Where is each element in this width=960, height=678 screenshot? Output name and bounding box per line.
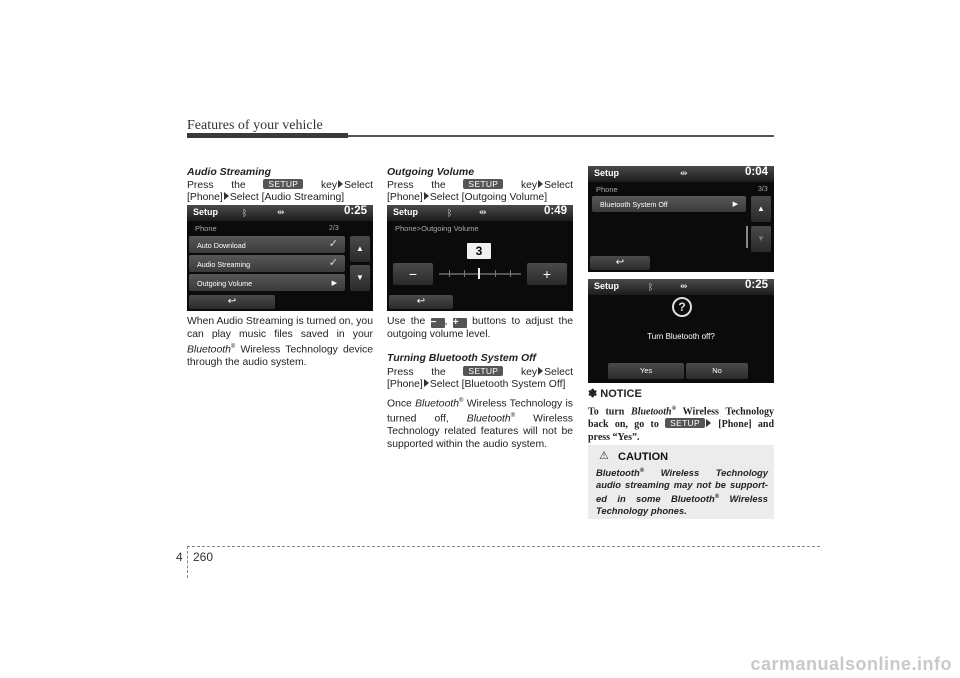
instr-text: key bbox=[520, 179, 538, 191]
setup-key-chip: SETUP bbox=[665, 418, 705, 428]
dialog-question: Turn Bluetooth off? bbox=[647, 332, 715, 341]
desc-line: Once Bluetooth® Wireless Technology is bbox=[387, 397, 574, 409]
instruction-line-2 bbox=[187, 192, 373, 205]
desc-text: Wireless bbox=[533, 413, 573, 425]
volume-slider-track[interactable] bbox=[439, 273, 521, 275]
instruction-line bbox=[387, 179, 573, 193]
instr-text: key bbox=[320, 179, 338, 191]
screen-clock: 0:49 bbox=[543, 205, 567, 217]
volume-slider-tick bbox=[464, 270, 465, 277]
screen-title: Setup bbox=[594, 168, 620, 178]
page-number: 260 bbox=[193, 550, 214, 564]
bluetooth-term: Bluetooth bbox=[415, 397, 460, 409]
column-audio-streaming bbox=[187, 166, 373, 205]
instr-text: Select [Bluetooth System Off] bbox=[429, 379, 566, 390]
back-button[interactable] bbox=[590, 256, 650, 270]
volume-value-box: 3 bbox=[467, 243, 491, 259]
up-arrow-icon[interactable]: ▲ bbox=[751, 196, 771, 222]
setup-key-chip: SETUP bbox=[463, 179, 503, 189]
instr-text: Press the bbox=[187, 179, 246, 191]
menu-row-label: Auto Download bbox=[197, 241, 246, 250]
footer-rule bbox=[187, 546, 820, 547]
instruction-line-2 bbox=[387, 192, 573, 205]
volume-slider-thumb[interactable] bbox=[478, 268, 480, 279]
screen-bluetooth-system-off bbox=[588, 166, 774, 272]
back-arrow-icon: ↩ bbox=[416, 296, 426, 307]
notice-line: To turn Bluetooth® Wireless Technology bbox=[588, 405, 774, 417]
scroll-divider bbox=[746, 226, 748, 248]
notice-block bbox=[588, 388, 774, 444]
screen-breadcrumb: Phone>Outgoing Volume bbox=[395, 224, 479, 233]
caution-text-part: Wireless Technology bbox=[660, 467, 768, 479]
menu-row-label: Bluetooth System Off bbox=[600, 200, 668, 209]
desc-text: Wireless Technology device bbox=[240, 344, 373, 356]
menu-row-bluetooth-system-off[interactable] bbox=[592, 196, 746, 212]
instr-text: Select bbox=[544, 366, 574, 378]
chevron-right-icon: ▶ bbox=[331, 280, 337, 287]
check-icon: ✓ bbox=[328, 257, 338, 269]
volume-slider-tick bbox=[449, 270, 450, 277]
arrow-right-icon bbox=[538, 180, 543, 188]
notice-text: Wireless Technology bbox=[682, 405, 774, 417]
back-arrow-icon: ↩ bbox=[615, 257, 625, 268]
usb-icon: ⇹ bbox=[479, 207, 487, 217]
caution-line: Bluetooth® Wireless Technology bbox=[596, 467, 768, 479]
check-icon: ✓ bbox=[328, 238, 338, 250]
watermark: carmanualsonline.info bbox=[750, 654, 952, 674]
usb-icon: ⇹ bbox=[277, 207, 285, 217]
desc-line: outgoing volume level. bbox=[387, 328, 491, 340]
desc-line: through the audio system. bbox=[187, 356, 307, 368]
volume-minus-button[interactable]: − bbox=[393, 263, 433, 285]
section-title-bluetooth-off: Turning Bluetooth System Off bbox=[387, 352, 536, 364]
audio-streaming-description bbox=[187, 316, 373, 369]
notice-line: press “Yes”. bbox=[588, 431, 640, 443]
setup-key-chip: SETUP bbox=[463, 366, 503, 376]
screen-title: Setup bbox=[193, 207, 219, 217]
instr-text: Select bbox=[544, 179, 574, 191]
screen-outgoing-volume bbox=[387, 205, 573, 311]
caution-text-part: Bluetooth bbox=[596, 467, 640, 479]
instruction-line bbox=[387, 366, 573, 380]
arrow-right-icon bbox=[338, 180, 343, 188]
menu-row-auto-download[interactable] bbox=[189, 236, 345, 253]
bluetooth-icon: ᛒ bbox=[447, 208, 453, 218]
usb-icon: ⇹ bbox=[680, 168, 688, 178]
section-title-outgoing-volume: Outgoing Volume bbox=[387, 166, 475, 178]
down-arrow-icon[interactable]: ▼ bbox=[751, 226, 771, 252]
screen-title: Setup bbox=[393, 207, 419, 217]
screen-breadcrumb: Phone bbox=[195, 224, 217, 233]
arrow-right-icon bbox=[424, 379, 429, 387]
notice-text: back on, go to bbox=[588, 419, 659, 431]
warning-icon: ⚠ bbox=[599, 450, 609, 462]
instr-text: [Phone] bbox=[387, 192, 423, 203]
desc-line: supported within the audio system. bbox=[387, 438, 547, 450]
caution-line: ed in some Bluetooth® Wireless bbox=[596, 493, 768, 505]
desc-line: turned off, Bluetooth® Wireless bbox=[387, 413, 573, 425]
screen-page-indicator: 2/3 bbox=[329, 225, 339, 232]
desc-line: can play music files saved in your bbox=[187, 328, 373, 340]
notice-line bbox=[588, 418, 774, 432]
arrow-right-icon bbox=[706, 419, 711, 427]
back-button[interactable] bbox=[389, 295, 453, 309]
instr-text: Select bbox=[344, 179, 374, 191]
instr-text: [Phone] bbox=[187, 192, 223, 203]
header-bar bbox=[187, 133, 348, 138]
volume-slider-tick bbox=[495, 270, 496, 277]
screen-clock: 0:25 bbox=[343, 205, 367, 217]
bluetooth-term: Bluetooth bbox=[187, 344, 231, 356]
column-outgoing-volume bbox=[387, 166, 573, 205]
bluetooth-term: Bluetooth bbox=[631, 405, 672, 417]
screen-clock: 0:04 bbox=[744, 166, 768, 178]
arrow-right-icon bbox=[224, 192, 229, 200]
menu-row-label: Audio Streaming bbox=[197, 260, 251, 269]
bluetooth-icon: ᛒ bbox=[242, 208, 248, 218]
plus-key-chip: + bbox=[453, 318, 467, 328]
instruction-line-2 bbox=[387, 379, 573, 392]
instr-text: key bbox=[520, 366, 538, 378]
desc-text: Use the bbox=[387, 316, 426, 327]
setup-key-chip: SETUP bbox=[263, 179, 303, 189]
caution-box bbox=[588, 445, 774, 519]
desc-text: turned off, bbox=[387, 413, 449, 425]
screen-bluetooth-off-confirm bbox=[588, 279, 774, 383]
instr-text: Select [Audio Streaming] bbox=[229, 192, 345, 203]
caution-text bbox=[596, 465, 768, 517]
desc-line: Use the − , + buttons to adjust the bbox=[387, 316, 574, 328]
chevron-right-icon: ▶ bbox=[732, 201, 738, 208]
desc-line: When Audio Streaming is turned on, you bbox=[187, 316, 373, 327]
volume-plus-button[interactable]: + bbox=[527, 263, 567, 285]
footer-vertical-rule bbox=[187, 546, 188, 578]
notice-text: To turn bbox=[588, 405, 625, 417]
screen-clock: 0:25 bbox=[744, 279, 768, 291]
screen-audio-streaming bbox=[187, 205, 373, 311]
desc-line: Technology related features will not be bbox=[387, 426, 573, 438]
desc-text: Wireless Technology is bbox=[466, 397, 574, 409]
screen-page-indicator: 3/3 bbox=[758, 186, 768, 193]
minus-key-chip: − bbox=[431, 318, 445, 328]
menu-row-outgoing-volume[interactable] bbox=[189, 274, 345, 291]
notice-title: ✽ NOTICE bbox=[588, 388, 642, 400]
screen-breadcrumb: Phone bbox=[596, 185, 618, 194]
instr-text: Select [Outgoing Volume] bbox=[429, 192, 548, 203]
instruction-line bbox=[187, 179, 373, 193]
instr-text: Press the bbox=[387, 179, 446, 191]
no-button[interactable]: No bbox=[686, 363, 748, 379]
column-bluetooth-off bbox=[387, 352, 573, 451]
up-arrow-icon[interactable]: ▲ bbox=[350, 236, 370, 262]
down-arrow-icon[interactable]: ▼ bbox=[350, 265, 370, 291]
caution-text-part: Wireless bbox=[729, 493, 768, 505]
screen-title: Setup bbox=[594, 281, 620, 291]
desc-text: buttons to adjust the bbox=[472, 316, 574, 327]
chapter-number: 4 bbox=[176, 550, 183, 564]
caution-text-part: ed in some Bluetooth bbox=[596, 493, 715, 505]
desc-text: Once bbox=[387, 397, 412, 409]
header-rule bbox=[348, 135, 774, 137]
arrow-right-icon bbox=[538, 367, 543, 375]
section-title-audio-streaming: Audio Streaming bbox=[187, 166, 272, 178]
usb-icon: ⇹ bbox=[680, 281, 688, 291]
menu-row-label: Outgoing Volume bbox=[197, 279, 253, 288]
question-icon: ? bbox=[672, 297, 692, 317]
page-header-title: Features of your vehicle bbox=[187, 118, 323, 133]
caution-line: audio streaming may not be support- bbox=[596, 479, 768, 491]
menu-row-audio-streaming[interactable] bbox=[189, 255, 345, 272]
notice-text: [Phone] and bbox=[718, 419, 775, 431]
bluetooth-term: Bluetooth bbox=[466, 413, 511, 425]
instr-text: [Phone] bbox=[387, 379, 423, 390]
bluetooth-icon: ᛒ bbox=[648, 282, 654, 292]
back-button[interactable] bbox=[189, 295, 275, 309]
yes-button[interactable]: Yes bbox=[608, 363, 684, 379]
volume-slider-tick bbox=[510, 270, 511, 277]
instr-text: Press the bbox=[387, 366, 446, 378]
outgoing-volume-description bbox=[387, 316, 573, 341]
back-arrow-icon: ↩ bbox=[227, 296, 237, 307]
arrow-right-icon bbox=[424, 192, 429, 200]
caution-title: CAUTION bbox=[618, 451, 669, 463]
desc-line: Bluetooth® Wireless Technology device bbox=[187, 344, 373, 356]
caution-line: Technology phones. bbox=[596, 505, 687, 517]
